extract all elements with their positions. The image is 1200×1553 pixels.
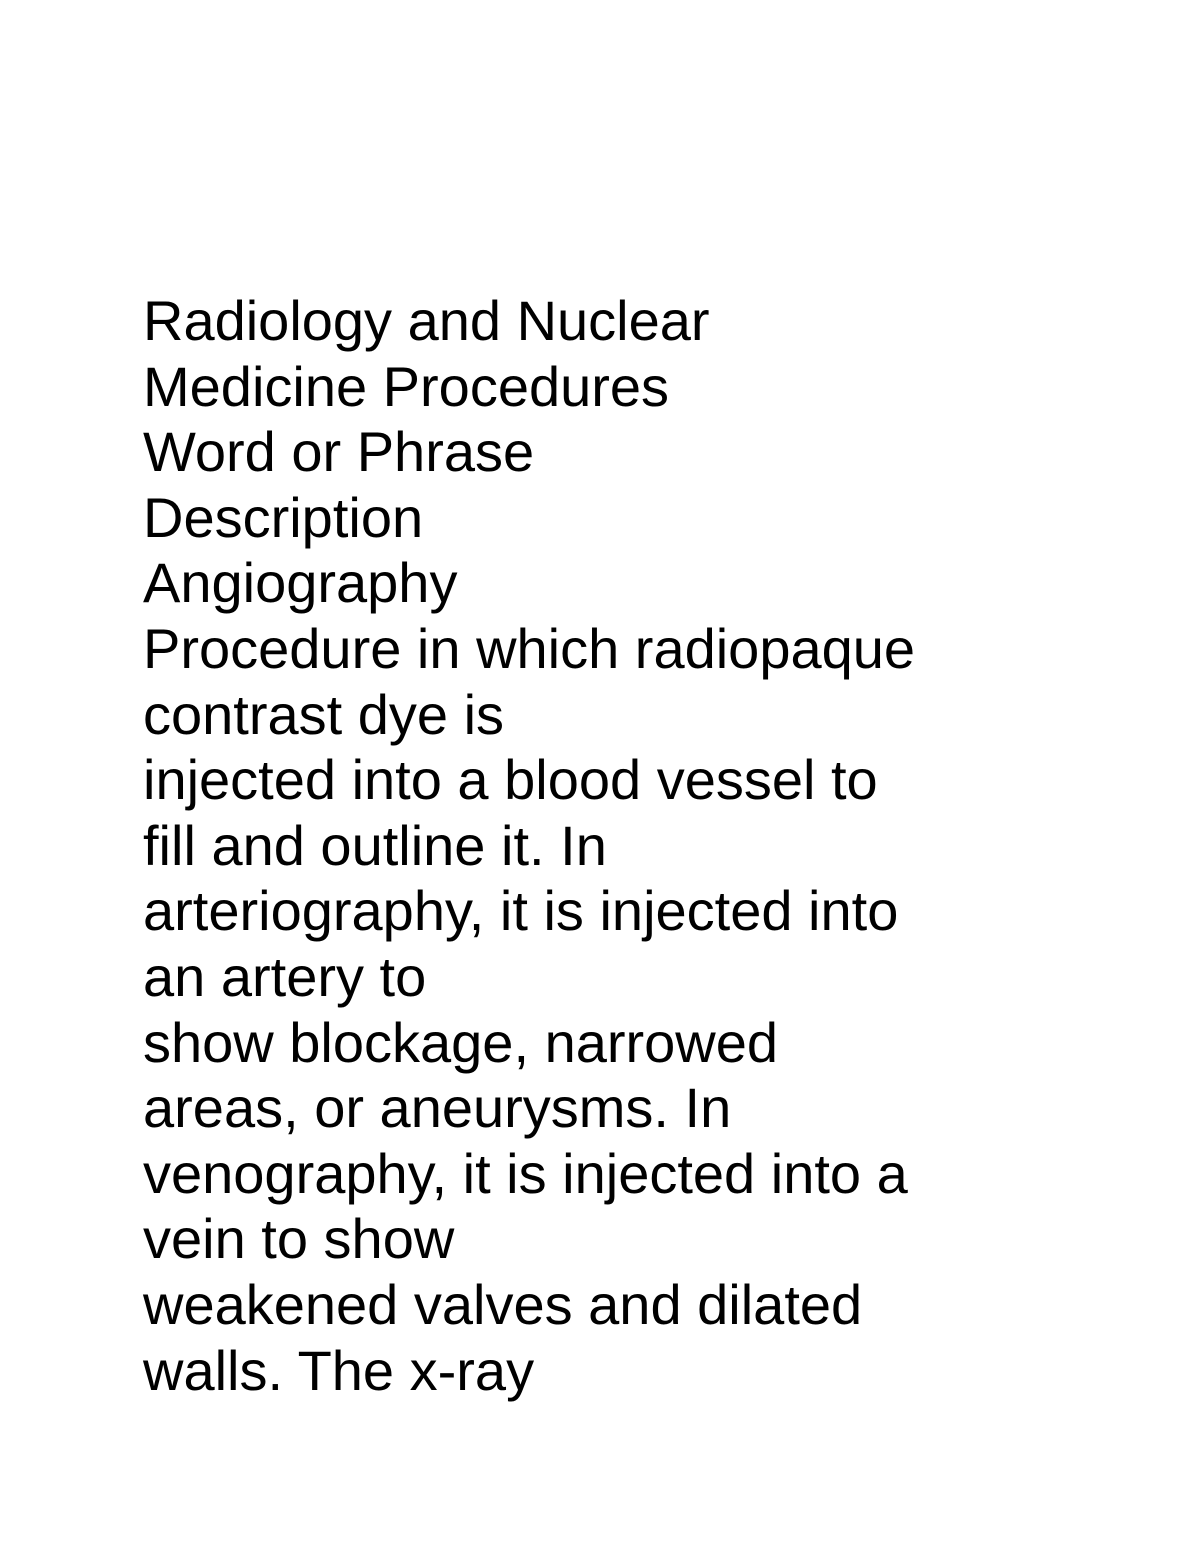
section-title-line-1: Radiology and Nuclear xyxy=(143,289,710,352)
section-title-line-2: Medicine Procedures xyxy=(143,354,670,418)
description-line: an artery to xyxy=(143,944,427,1008)
description-line: contrast dye is xyxy=(143,682,505,746)
column-header-word-or-phrase: Word or Phrase xyxy=(143,420,535,484)
description-line: Procedure in which radiopaque xyxy=(143,616,916,680)
column-header-description: Description xyxy=(143,485,424,549)
document-body xyxy=(143,288,1103,1403)
description-line: walls. The x-ray xyxy=(143,1338,535,1402)
description-line: show blockage, narrowed xyxy=(143,1010,779,1074)
term-angiography: Angiography xyxy=(143,551,458,615)
description-line: arteriography, it is injected into xyxy=(143,879,899,943)
description-line: areas, or aneurysms. In xyxy=(143,1076,732,1140)
description-line: vein to show xyxy=(143,1207,455,1271)
description-line: injected into a blood vessel to xyxy=(143,748,878,812)
description-line: weakened valves and dilated xyxy=(143,1272,863,1336)
description-line: fill and outline it. In xyxy=(143,813,607,877)
description-line: venography, it is injected into a xyxy=(143,1141,908,1205)
